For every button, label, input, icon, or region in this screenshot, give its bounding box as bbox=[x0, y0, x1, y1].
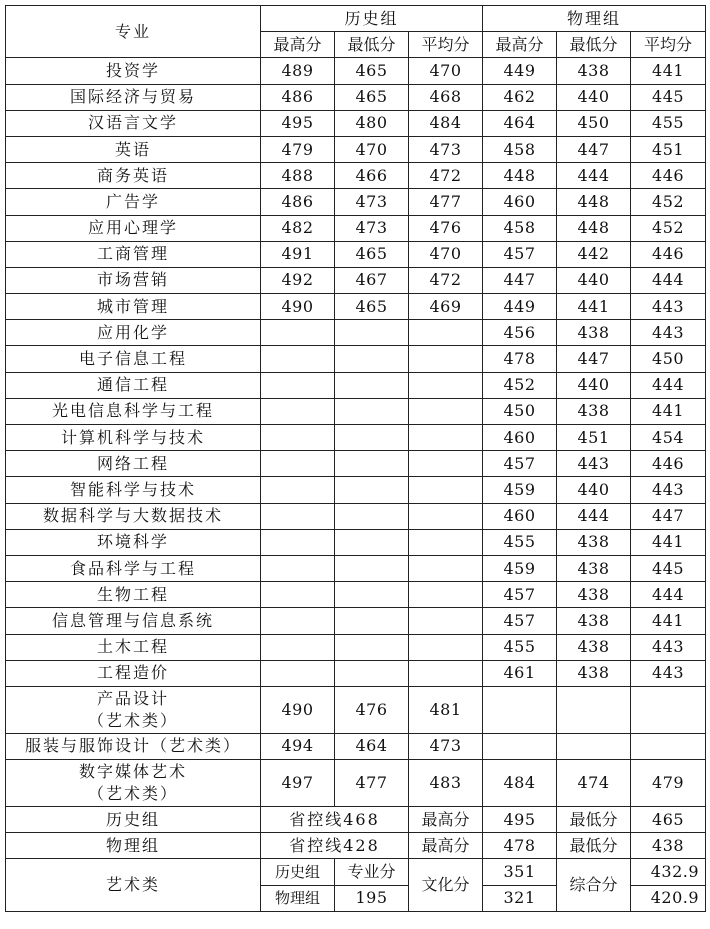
summary-art-label: 艺术类 bbox=[6, 859, 261, 911]
physics-min-cell: 438 bbox=[557, 582, 631, 608]
summary-physics-min: 438 bbox=[631, 833, 706, 859]
summary-art-composite-history: 432.9 bbox=[631, 859, 706, 885]
summary-physics-max-label: 最高分 bbox=[409, 833, 483, 859]
history-min-cell: 480 bbox=[335, 110, 409, 136]
physics-avg-cell: 443 bbox=[631, 477, 706, 503]
physics-avg-cell: 446 bbox=[631, 241, 706, 267]
history-min-cell bbox=[335, 398, 409, 424]
major-name: 土木工程 bbox=[6, 634, 261, 660]
history-max-cell bbox=[261, 451, 335, 477]
history-max-cell: 491 bbox=[261, 241, 335, 267]
history-avg-cell bbox=[409, 451, 483, 477]
table-row bbox=[6, 760, 706, 807]
history-max-cell bbox=[261, 608, 335, 634]
physics-avg-cell: 445 bbox=[631, 84, 706, 110]
summary-history-min-label: 最低分 bbox=[557, 807, 631, 833]
major-name: 产品设计 （艺术类） bbox=[6, 686, 261, 733]
table-row bbox=[6, 555, 706, 581]
history-avg-cell bbox=[409, 660, 483, 686]
physics-avg-cell: 444 bbox=[631, 372, 706, 398]
history-avg-cell bbox=[409, 398, 483, 424]
table-row bbox=[6, 294, 706, 320]
history-min-cell bbox=[335, 320, 409, 346]
major-name: 信息管理与信息系统 bbox=[6, 608, 261, 634]
history-avg-cell: 477 bbox=[409, 189, 483, 215]
header-history-min: 最低分 bbox=[335, 32, 409, 58]
physics-avg-cell: 441 bbox=[631, 58, 706, 84]
physics-min-cell: 440 bbox=[557, 477, 631, 503]
major-name: 投资学 bbox=[6, 58, 261, 84]
physics-max-cell: 462 bbox=[483, 84, 557, 110]
header-physics-group: 物理组 bbox=[483, 6, 706, 32]
major-name: 城市管理 bbox=[6, 294, 261, 320]
history-max-cell bbox=[261, 503, 335, 529]
summary-row-art-history bbox=[6, 859, 706, 885]
history-min-cell bbox=[335, 555, 409, 581]
summary-art-major-score-label: 专业分 bbox=[335, 859, 409, 885]
history-min-cell: 465 bbox=[335, 294, 409, 320]
physics-avg-cell: 479 bbox=[631, 760, 706, 807]
physics-max-cell: 458 bbox=[483, 215, 557, 241]
history-max-cell: 486 bbox=[261, 84, 335, 110]
history-max-cell: 492 bbox=[261, 267, 335, 293]
history-max-cell: 494 bbox=[261, 733, 335, 759]
header-physics-min: 最低分 bbox=[557, 32, 631, 58]
history-min-cell bbox=[335, 660, 409, 686]
header-row-groups bbox=[6, 6, 706, 32]
summary-history-min: 465 bbox=[631, 807, 706, 833]
physics-max-cell: 455 bbox=[483, 634, 557, 660]
major-name: 网络工程 bbox=[6, 451, 261, 477]
physics-min-cell: 447 bbox=[557, 136, 631, 162]
history-max-cell: 486 bbox=[261, 189, 335, 215]
physics-max-cell: 484 bbox=[483, 760, 557, 807]
physics-max-cell: 457 bbox=[483, 608, 557, 634]
history-max-cell bbox=[261, 346, 335, 372]
physics-avg-cell: 454 bbox=[631, 425, 706, 451]
history-max-cell: 479 bbox=[261, 136, 335, 162]
header-physics-avg: 平均分 bbox=[631, 32, 706, 58]
physics-max-cell: 457 bbox=[483, 582, 557, 608]
physics-max-cell: 460 bbox=[483, 503, 557, 529]
history-min-cell bbox=[335, 582, 409, 608]
history-avg-cell: 472 bbox=[409, 267, 483, 293]
admission-score-table bbox=[5, 5, 706, 912]
physics-avg-cell: 451 bbox=[631, 136, 706, 162]
history-max-cell: 488 bbox=[261, 163, 335, 189]
physics-avg-cell: 441 bbox=[631, 529, 706, 555]
history-max-cell bbox=[261, 398, 335, 424]
history-max-cell bbox=[261, 477, 335, 503]
physics-max-cell: 461 bbox=[483, 660, 557, 686]
history-min-cell: 470 bbox=[335, 136, 409, 162]
history-avg-cell: 470 bbox=[409, 241, 483, 267]
summary-art-major-score: 195 bbox=[335, 885, 409, 911]
summary-physics-max: 478 bbox=[483, 833, 557, 859]
physics-min-cell: 441 bbox=[557, 294, 631, 320]
physics-max-cell: 455 bbox=[483, 529, 557, 555]
major-name: 汉语言文学 bbox=[6, 110, 261, 136]
physics-min-cell bbox=[557, 733, 631, 759]
history-avg-cell bbox=[409, 477, 483, 503]
physics-max-cell: 478 bbox=[483, 346, 557, 372]
history-min-cell: 473 bbox=[335, 189, 409, 215]
physics-min-cell: 447 bbox=[557, 346, 631, 372]
physics-avg-cell: 444 bbox=[631, 267, 706, 293]
history-min-cell bbox=[335, 451, 409, 477]
physics-min-cell: 451 bbox=[557, 425, 631, 451]
history-avg-cell: 473 bbox=[409, 136, 483, 162]
table-row bbox=[6, 110, 706, 136]
history-max-cell: 490 bbox=[261, 686, 335, 733]
physics-avg-cell: 446 bbox=[631, 451, 706, 477]
physics-min-cell: 438 bbox=[557, 58, 631, 84]
summary-section bbox=[6, 807, 706, 912]
physics-min-cell: 444 bbox=[557, 503, 631, 529]
major-name: 电子信息工程 bbox=[6, 346, 261, 372]
physics-min-cell: 474 bbox=[557, 760, 631, 807]
history-avg-cell: 484 bbox=[409, 110, 483, 136]
major-name: 通信工程 bbox=[6, 372, 261, 398]
history-max-cell bbox=[261, 634, 335, 660]
history-avg-cell: 470 bbox=[409, 58, 483, 84]
history-max-cell bbox=[261, 425, 335, 451]
history-avg-cell: 473 bbox=[409, 733, 483, 759]
major-name: 英语 bbox=[6, 136, 261, 162]
history-max-cell bbox=[261, 529, 335, 555]
physics-min-cell: 438 bbox=[557, 398, 631, 424]
summary-art-composite-label: 综合分 bbox=[557, 859, 631, 911]
physics-avg-cell: 444 bbox=[631, 582, 706, 608]
table-row bbox=[6, 163, 706, 189]
history-min-cell: 465 bbox=[335, 241, 409, 267]
physics-max-cell: 456 bbox=[483, 320, 557, 346]
history-avg-cell bbox=[409, 608, 483, 634]
history-min-cell bbox=[335, 608, 409, 634]
physics-avg-cell bbox=[631, 686, 706, 733]
physics-min-cell: 438 bbox=[557, 634, 631, 660]
major-name: 数字媒体艺术 （艺术类） bbox=[6, 760, 261, 807]
summary-art-physics-group: 物理组 bbox=[261, 885, 335, 911]
table-row bbox=[6, 733, 706, 759]
physics-avg-cell: 452 bbox=[631, 215, 706, 241]
physics-min-cell bbox=[557, 686, 631, 733]
physics-avg-cell: 450 bbox=[631, 346, 706, 372]
header-physics-max: 最高分 bbox=[483, 32, 557, 58]
table-row bbox=[6, 398, 706, 424]
summary-history-control: 省控线468 bbox=[261, 807, 409, 833]
physics-avg-cell: 452 bbox=[631, 189, 706, 215]
history-min-cell bbox=[335, 346, 409, 372]
summary-row-history bbox=[6, 807, 706, 833]
history-max-cell bbox=[261, 372, 335, 398]
history-avg-cell: 483 bbox=[409, 760, 483, 807]
history-avg-cell bbox=[409, 529, 483, 555]
physics-avg-cell bbox=[631, 733, 706, 759]
physics-avg-cell: 447 bbox=[631, 503, 706, 529]
history-max-cell: 497 bbox=[261, 760, 335, 807]
physics-max-cell bbox=[483, 733, 557, 759]
history-avg-cell bbox=[409, 372, 483, 398]
history-min-cell: 465 bbox=[335, 84, 409, 110]
table-row bbox=[6, 267, 706, 293]
table-row bbox=[6, 320, 706, 346]
physics-min-cell: 438 bbox=[557, 608, 631, 634]
major-name: 光电信息科学与工程 bbox=[6, 398, 261, 424]
major-name: 工商管理 bbox=[6, 241, 261, 267]
history-min-cell bbox=[335, 503, 409, 529]
physics-avg-cell: 441 bbox=[631, 398, 706, 424]
summary-art-history-group: 历史组 bbox=[261, 859, 335, 885]
physics-min-cell: 440 bbox=[557, 267, 631, 293]
physics-avg-cell: 443 bbox=[631, 320, 706, 346]
table-row bbox=[6, 425, 706, 451]
major-name: 生物工程 bbox=[6, 582, 261, 608]
history-max-cell: 490 bbox=[261, 294, 335, 320]
physics-max-cell: 460 bbox=[483, 189, 557, 215]
major-name: 市场营销 bbox=[6, 267, 261, 293]
physics-max-cell: 447 bbox=[483, 267, 557, 293]
physics-max-cell: 464 bbox=[483, 110, 557, 136]
physics-max-cell: 448 bbox=[483, 163, 557, 189]
major-name: 国际经济与贸易 bbox=[6, 84, 261, 110]
physics-max-cell: 452 bbox=[483, 372, 557, 398]
summary-art-culture-physics: 321 bbox=[483, 885, 557, 911]
history-max-cell bbox=[261, 660, 335, 686]
physics-min-cell: 448 bbox=[557, 189, 631, 215]
history-min-cell bbox=[335, 372, 409, 398]
major-name: 环境科学 bbox=[6, 529, 261, 555]
physics-max-cell: 458 bbox=[483, 136, 557, 162]
history-min-cell bbox=[335, 529, 409, 555]
physics-min-cell: 438 bbox=[557, 555, 631, 581]
history-min-cell: 476 bbox=[335, 686, 409, 733]
table-row bbox=[6, 346, 706, 372]
history-min-cell bbox=[335, 477, 409, 503]
history-avg-cell: 481 bbox=[409, 686, 483, 733]
physics-avg-cell: 443 bbox=[631, 634, 706, 660]
major-name: 工程造价 bbox=[6, 660, 261, 686]
header-major: 专业 bbox=[6, 6, 261, 58]
major-name: 商务英语 bbox=[6, 163, 261, 189]
physics-max-cell: 457 bbox=[483, 241, 557, 267]
physics-max-cell: 457 bbox=[483, 451, 557, 477]
physics-min-cell: 450 bbox=[557, 110, 631, 136]
major-name: 食品科学与工程 bbox=[6, 555, 261, 581]
physics-max-cell: 460 bbox=[483, 425, 557, 451]
major-name: 广告学 bbox=[6, 189, 261, 215]
table-row bbox=[6, 503, 706, 529]
history-avg-cell bbox=[409, 582, 483, 608]
major-name: 数据科学与大数据技术 bbox=[6, 503, 261, 529]
physics-avg-cell: 455 bbox=[631, 110, 706, 136]
physics-avg-cell: 443 bbox=[631, 660, 706, 686]
major-name: 应用化学 bbox=[6, 320, 261, 346]
physics-avg-cell: 441 bbox=[631, 608, 706, 634]
history-avg-cell bbox=[409, 555, 483, 581]
summary-history-max-label: 最高分 bbox=[409, 807, 483, 833]
physics-max-cell: 459 bbox=[483, 555, 557, 581]
physics-max-cell: 450 bbox=[483, 398, 557, 424]
table-row bbox=[6, 372, 706, 398]
summary-physics-label: 物理组 bbox=[6, 833, 261, 859]
summary-history-label: 历史组 bbox=[6, 807, 261, 833]
summary-art-culture-label: 文化分 bbox=[409, 859, 483, 911]
table-row bbox=[6, 215, 706, 241]
major-name: 智能科学与技术 bbox=[6, 477, 261, 503]
history-min-cell: 477 bbox=[335, 760, 409, 807]
physics-min-cell: 440 bbox=[557, 372, 631, 398]
history-max-cell bbox=[261, 582, 335, 608]
physics-avg-cell: 446 bbox=[631, 163, 706, 189]
table-row bbox=[6, 189, 706, 215]
summary-physics-control: 省控线428 bbox=[261, 833, 409, 859]
history-min-cell: 473 bbox=[335, 215, 409, 241]
physics-max-cell: 449 bbox=[483, 58, 557, 84]
summary-art-composite-physics: 420.9 bbox=[631, 885, 706, 911]
physics-max-cell: 459 bbox=[483, 477, 557, 503]
major-name: 计算机科学与技术 bbox=[6, 425, 261, 451]
summary-row-physics bbox=[6, 833, 706, 859]
header-history-avg: 平均分 bbox=[409, 32, 483, 58]
physics-avg-cell: 445 bbox=[631, 555, 706, 581]
table-row bbox=[6, 84, 706, 110]
history-avg-cell: 476 bbox=[409, 215, 483, 241]
physics-min-cell: 443 bbox=[557, 451, 631, 477]
physics-min-cell: 438 bbox=[557, 660, 631, 686]
history-max-cell: 482 bbox=[261, 215, 335, 241]
physics-min-cell: 440 bbox=[557, 84, 631, 110]
history-min-cell: 464 bbox=[335, 733, 409, 759]
summary-art-culture-history: 351 bbox=[483, 859, 557, 885]
table-row bbox=[6, 582, 706, 608]
physics-min-cell: 442 bbox=[557, 241, 631, 267]
physics-min-cell: 438 bbox=[557, 529, 631, 555]
history-avg-cell: 472 bbox=[409, 163, 483, 189]
table-row bbox=[6, 529, 706, 555]
physics-min-cell: 438 bbox=[557, 320, 631, 346]
history-min-cell: 466 bbox=[335, 163, 409, 189]
history-avg-cell bbox=[409, 320, 483, 346]
history-avg-cell: 469 bbox=[409, 294, 483, 320]
table-row bbox=[6, 660, 706, 686]
history-min-cell bbox=[335, 634, 409, 660]
history-avg-cell: 468 bbox=[409, 84, 483, 110]
header-history-max: 最高分 bbox=[261, 32, 335, 58]
summary-history-max: 495 bbox=[483, 807, 557, 833]
major-name: 应用心理学 bbox=[6, 215, 261, 241]
table-row bbox=[6, 241, 706, 267]
history-max-cell bbox=[261, 555, 335, 581]
physics-max-cell: 449 bbox=[483, 294, 557, 320]
table-row bbox=[6, 477, 706, 503]
summary-physics-min-label: 最低分 bbox=[557, 833, 631, 859]
history-min-cell: 465 bbox=[335, 58, 409, 84]
table-row bbox=[6, 136, 706, 162]
major-name: 服装与服饰设计（艺术类） bbox=[6, 733, 261, 759]
history-min-cell bbox=[335, 425, 409, 451]
history-min-cell: 467 bbox=[335, 267, 409, 293]
physics-min-cell: 448 bbox=[557, 215, 631, 241]
history-avg-cell bbox=[409, 346, 483, 372]
physics-min-cell: 444 bbox=[557, 163, 631, 189]
table-row bbox=[6, 451, 706, 477]
table-row bbox=[6, 634, 706, 660]
table-row bbox=[6, 686, 706, 733]
history-max-cell: 495 bbox=[261, 110, 335, 136]
history-avg-cell bbox=[409, 634, 483, 660]
physics-max-cell bbox=[483, 686, 557, 733]
table-row bbox=[6, 608, 706, 634]
history-avg-cell bbox=[409, 425, 483, 451]
table-row bbox=[6, 58, 706, 84]
physics-avg-cell: 443 bbox=[631, 294, 706, 320]
header-history-group: 历史组 bbox=[261, 6, 483, 32]
history-avg-cell bbox=[409, 503, 483, 529]
history-max-cell: 489 bbox=[261, 58, 335, 84]
history-max-cell bbox=[261, 320, 335, 346]
